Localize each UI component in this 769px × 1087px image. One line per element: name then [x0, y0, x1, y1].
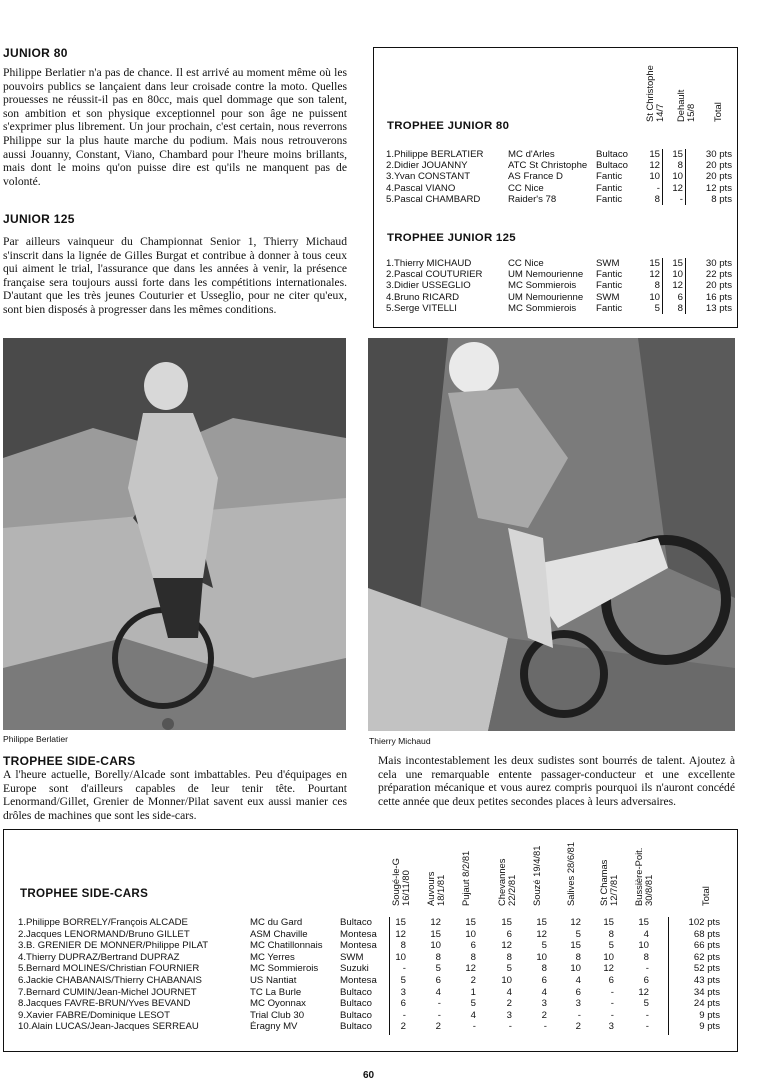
table-row: [384, 171, 734, 182]
bike-brand: Montesa: [340, 940, 377, 952]
bike-brand: Bultaco: [340, 1021, 372, 1033]
junior80-heading: JUNIOR 80: [3, 46, 68, 60]
club-name: Raider's 78: [508, 193, 557, 205]
total-points: 43 pts: [693, 975, 720, 986]
total-points: 62 pts: [693, 951, 720, 963]
round-score: 5: [470, 998, 476, 1010]
table-row: [384, 258, 734, 269]
club-name: MC Chatillonnais: [250, 940, 323, 952]
round-score: 10: [536, 951, 547, 963]
score-dehault: 8: [663, 160, 686, 171]
round-score: -: [610, 986, 614, 998]
round-score: 4: [506, 986, 512, 998]
round-score: 2: [506, 998, 512, 1010]
round-score: 5: [575, 928, 581, 940]
round-score: 15: [536, 917, 547, 928]
table-row: [384, 183, 734, 194]
sidecar-col-header: Sougé-le-G 16/11/80: [390, 858, 411, 906]
rider-name: 2.Pascal COUTURIER: [386, 269, 483, 281]
table-row: [4, 1021, 737, 1033]
round-score: 12: [536, 928, 547, 940]
table-row: [4, 963, 737, 975]
sidecar-trophy-box: [3, 829, 738, 1052]
round-score: 8: [608, 928, 614, 940]
sidecar-col-header: Total: [700, 886, 711, 906]
score-st-christophe: 15: [649, 149, 660, 160]
rider-name: 3.Didier USSEGLIO: [386, 280, 471, 292]
crew-name: 1.Philippe BORRELY/François ALCADE: [18, 917, 188, 928]
round-score: 15: [638, 917, 649, 928]
caption-right: Thierry Michaud: [369, 736, 431, 746]
score-dehault: 6: [663, 292, 686, 303]
bike-brand: Bultaco: [340, 917, 372, 928]
club-name: MC Sommierois: [508, 280, 577, 292]
club-name: AS France D: [508, 171, 563, 183]
club-name: MC Sommierois: [508, 302, 577, 314]
round-score: 4: [470, 1009, 476, 1021]
round-score: 3: [575, 998, 581, 1010]
total-points: 34 pts: [693, 986, 720, 998]
trophy-junior80-table: [384, 149, 734, 205]
total-points: 20 pts: [686, 160, 735, 171]
round-score: -: [508, 1021, 512, 1033]
club-name: CC Nice: [508, 258, 544, 269]
table-row: [4, 917, 737, 929]
club-name: MC Sommierois: [250, 963, 319, 975]
round-score: 2: [435, 1021, 441, 1033]
total-points: 16 pts: [686, 292, 735, 303]
club-name: UM Nemourienne: [508, 291, 584, 303]
round-score: 15: [395, 917, 406, 928]
round-score: 2: [470, 975, 476, 986]
round-score: 4: [643, 928, 649, 940]
round-score: -: [610, 998, 614, 1010]
sidecar-col-header: Auvours 18/1/81: [425, 871, 446, 906]
table-row: [384, 292, 734, 303]
round-score: 10: [603, 951, 614, 963]
total-points: 13 pts: [686, 303, 735, 314]
club-name: TC La Burle: [250, 986, 302, 998]
total-points: 9 pts: [699, 1009, 720, 1021]
club-name: UM Nemourienne: [508, 269, 584, 281]
round-score: 5: [643, 998, 649, 1010]
rider-name: 3.Yvan CONSTANT: [386, 171, 471, 183]
trophy-junior125-title: TROPHEE JUNIOR 125: [387, 232, 516, 244]
score-dehault: 8: [663, 303, 686, 314]
total-points: 20 pts: [686, 280, 735, 291]
club-name: MC Yerres: [250, 951, 295, 963]
round-score: 10: [570, 963, 581, 975]
round-score: -: [543, 1021, 547, 1033]
round-score: 6: [541, 975, 547, 986]
sidecars-paragraph-right: Mais incontestablement les deux sudistes sont bourrés de talent. Ajoutez à cela une remarquable entente passager-conducteur et une excellente préparation mécanique et vous aurez compris pourquoi ils n'auront concédé cette année que deux petites secondes places à leurs adversaires.: [378, 754, 735, 808]
bike-brand: Fantic: [596, 182, 623, 194]
junior-trophy-box: [373, 47, 738, 328]
round-score: 5: [541, 940, 547, 952]
photo-berlatier-image: [3, 338, 346, 730]
round-score: 12: [465, 963, 476, 975]
crew-name: 9.Xavier FABRE/Dominique LESOT: [18, 1009, 170, 1021]
sidecar-col-header: St Chamas 12/7/81: [598, 859, 619, 906]
round-score: 6: [435, 975, 441, 986]
bike-brand: Montesa: [340, 975, 377, 986]
round-score: -: [472, 1021, 476, 1033]
sidecar-col-header: Salives 28/6/81: [565, 841, 576, 906]
round-score: 8: [506, 951, 512, 963]
crew-name: 4.Thierry DUPRAZ/Bertrand DUPRAZ: [18, 951, 180, 963]
table-row: [4, 987, 737, 999]
score-st-christophe: -: [656, 182, 660, 194]
round-score: 5: [608, 940, 614, 952]
club-name: Trial Club 30: [250, 1009, 305, 1021]
round-score: 12: [395, 928, 406, 940]
total-points: 20 pts: [686, 171, 735, 182]
round-score: 8: [541, 963, 547, 975]
round-score: -: [645, 1021, 649, 1033]
photo-michaud-image: [368, 338, 735, 731]
total-points: 8 pts: [686, 194, 735, 205]
caption-left: Philippe Berlatier: [3, 734, 68, 744]
score-st-christophe: 12: [649, 160, 660, 172]
round-score: 10: [638, 940, 649, 952]
table-row: [4, 998, 737, 1010]
round-score: 3: [400, 986, 406, 998]
sidecar-col-header: Chevannes 22/2/81: [496, 858, 517, 906]
round-score: -: [437, 998, 441, 1010]
bike-brand: SWM: [596, 291, 620, 303]
bike-brand: Bultaco: [340, 986, 372, 998]
round-score: 2: [541, 1009, 547, 1021]
round-score: 8: [575, 951, 581, 963]
table-row: [4, 975, 737, 987]
sidecar-col-header: Bussière-Poit. 30/8/81: [633, 847, 654, 906]
round-score: -: [645, 963, 649, 975]
total-points: 68 pts: [693, 928, 720, 940]
club-name: MC Oyonnax: [250, 998, 306, 1010]
round-score: 10: [501, 975, 512, 986]
round-score: 2: [400, 1021, 406, 1033]
round-score: 10: [430, 940, 441, 952]
col-header-dehault: Dehault 15/8: [675, 89, 696, 122]
score-dehault: 15: [663, 149, 686, 160]
round-score: 5: [506, 963, 512, 975]
bike-brand: Fantic: [596, 193, 623, 205]
round-score: -: [610, 1009, 614, 1021]
score-dehault: 12: [663, 280, 686, 291]
total-points: 52 pts: [693, 963, 720, 975]
total-points: 30 pts: [686, 258, 735, 269]
sidecars-heading: TROPHEE SIDE-CARS: [3, 754, 136, 768]
round-score: 12: [501, 940, 512, 952]
rider-name: 4.Bruno RICARD: [386, 291, 460, 303]
round-score: 15: [465, 917, 476, 928]
bike-brand: Montesa: [340, 928, 377, 940]
col-header-total: Total: [712, 102, 723, 122]
table-row: [384, 280, 734, 291]
round-score: -: [577, 1009, 581, 1021]
table-divider: [389, 917, 390, 1035]
sidecars-paragraph-left: A l'heure actuelle, Borelly/Alcade sont imbattables. Peu d'équipages en Europe sont d'ailleurs capables de leur tenir tête. Pourtant Lenormand/Gillet, Grenier de Monner/Pilat savent eux aussi manier ces drôles de machines que sont les side-cars.: [3, 768, 347, 822]
score-st-christophe: 10: [649, 291, 660, 303]
photo-thierry-michaud: [368, 338, 735, 731]
round-score: 6: [608, 975, 614, 986]
table-row: [4, 1010, 737, 1022]
crew-name: 7.Bernard CUMIN/Jean-Michel JOURNET: [18, 986, 197, 998]
round-score: 6: [470, 940, 476, 952]
club-name: ATC St Christophe: [508, 160, 588, 172]
crew-name: 8.Jacques FAVRE-BRUN/Yves BEVAND: [18, 998, 191, 1010]
table-row: [384, 149, 734, 160]
round-score: 3: [608, 1021, 614, 1033]
round-score: 4: [575, 975, 581, 986]
rider-name: 4.Pascal VIANO: [386, 182, 456, 194]
round-score: 6: [400, 998, 406, 1010]
round-score: 12: [638, 986, 649, 998]
score-st-christophe: 10: [649, 171, 660, 183]
bike-brand: Fantic: [596, 171, 623, 183]
score-dehault: 10: [663, 171, 686, 182]
round-score: 5: [435, 963, 441, 975]
crew-name: 10.Alain LUCAS/Jean-Jacques SERREAU: [18, 1021, 199, 1033]
rider-name: 2.Didier JOUANNY: [386, 160, 468, 172]
rider-name: 5.Pascal CHAMBARD: [386, 193, 481, 205]
table-divider: [668, 917, 669, 1035]
photo-philippe-berlatier: [3, 338, 346, 730]
table-row: [384, 194, 734, 205]
bike-brand: Bultaco: [596, 149, 628, 160]
round-score: 8: [470, 951, 476, 963]
score-dehault: -: [663, 194, 686, 205]
score-st-christophe: 5: [654, 302, 660, 314]
trophy-junior125-table: [384, 258, 734, 314]
bike-brand: Fantic: [596, 302, 623, 314]
total-points: 9 pts: [699, 1021, 720, 1033]
sidecar-col-header: Pujaut 8/2/81: [460, 850, 471, 906]
club-name: MC d'Arles: [508, 149, 555, 160]
round-score: 5: [400, 975, 406, 986]
round-score: 4: [435, 986, 441, 998]
round-score: -: [437, 1009, 441, 1021]
club-name: Ėragny MV: [250, 1021, 298, 1033]
club-name: CC Nice: [508, 182, 544, 194]
bike-brand: SWM: [596, 258, 620, 269]
junior125-heading: JUNIOR 125: [3, 212, 75, 226]
bike-brand: Fantic: [596, 280, 623, 292]
crew-name: 6.Jackie CHABANAIS/Thierry CHABANAIS: [18, 975, 202, 986]
round-score: -: [402, 963, 406, 975]
rider-name: 1.Thierry MICHAUD: [386, 258, 472, 269]
round-score: 6: [506, 928, 512, 940]
score-st-christophe: 8: [654, 280, 660, 292]
round-score: 10: [465, 928, 476, 940]
round-score: 6: [575, 986, 581, 998]
total-points: 24 pts: [693, 998, 720, 1010]
score-st-christophe: 15: [649, 258, 660, 269]
table-row: [4, 929, 737, 941]
round-score: 12: [603, 963, 614, 975]
bike-brand: Suzuki: [340, 963, 369, 975]
total-points: 102 pts: [688, 917, 720, 928]
total-points: 30 pts: [686, 149, 735, 160]
club-name: US Nantiat: [250, 975, 297, 986]
round-score: 6: [643, 975, 649, 986]
round-score: 4: [541, 986, 547, 998]
score-st-christophe: 12: [649, 269, 660, 281]
score-dehault: 15: [663, 258, 686, 269]
round-score: 8: [435, 951, 441, 963]
bike-brand: SWM: [340, 951, 364, 963]
trophy-junior80-title: TROPHEE JUNIOR 80: [387, 120, 510, 132]
table-row: [4, 952, 737, 964]
crew-name: 3.B. GRENIER DE MONNER/Philippe PILAT: [18, 940, 209, 952]
junior125-paragraph: Par ailleurs vainqueur du Championnat Senior 1, Thierry Michaud s'inscrit dans la lignée de Gilles Burgat et contribue à donner à tous ceux qui aiment le trial, l'assurance que dans les années à venir, la présence française sera toujours aussi forte dans les compétitions internationales. D'autant que les très jeunes Couturier et Usseglio, pour ne citer qu'eux, sont bien disposés à progresser dans les mêmes conditions.: [3, 235, 347, 316]
total-points: 12 pts: [686, 183, 735, 194]
score-dehault: 10: [663, 269, 686, 280]
round-score: 2: [575, 1021, 581, 1033]
crew-name: 5.Bernard MOLINES/Christian FOURNIER: [18, 963, 200, 975]
total-points: 66 pts: [693, 940, 720, 952]
round-score: 1: [470, 986, 476, 998]
junior80-paragraph: Philippe Berlatier n'a pas de chance. Il est arrivé au moment même où les pouvoirs publics se lançaient dans leur croisade contre la moto. Quelles prouesses ne réussit-il pas en 80cc, mais quel dommage que son talent, son ambition et son physique exceptionnel pour son âge ne puissent s'exprimer plus librement. Un jour prochain, c'est certain, nous reverrons Philippe sur la plus haute marche du podium. Mais nous retrouverons aussi Jouanny, Constant, Viano, Chambard pour l'heure moins brillants, mais dont le moins qu'on puisse dire est qu'ils ne manquent pas de volonté.: [3, 66, 347, 188]
page-number: 60: [363, 1070, 375, 1081]
round-score: 8: [643, 951, 649, 963]
round-score: 3: [506, 1009, 512, 1021]
crew-name: 2.Jacques LENORMAND/Bruno GILLET: [18, 928, 190, 940]
col-header-st-christophe: St Christophe 14/7: [644, 65, 665, 122]
round-score: 15: [430, 928, 441, 940]
table-row: [384, 269, 734, 280]
round-score: 15: [501, 917, 512, 928]
bike-brand: Bultaco: [340, 998, 372, 1010]
bike-brand: Bultaco: [340, 1009, 372, 1021]
rider-name: 1.Philippe BERLATIER: [386, 149, 484, 160]
round-score: 10: [395, 951, 406, 963]
club-name: MC du Gard: [250, 917, 303, 928]
round-score: -: [645, 1009, 649, 1021]
sidecar-table: [4, 917, 737, 1049]
bike-brand: Bultaco: [596, 160, 628, 172]
round-score: 15: [603, 917, 614, 928]
round-score: 8: [400, 940, 406, 952]
bike-brand: Fantic: [596, 269, 623, 281]
round-score: 3: [541, 998, 547, 1010]
club-name: ASM Chaville: [250, 928, 308, 940]
score-st-christophe: 8: [654, 193, 660, 205]
round-score: 12: [570, 917, 581, 928]
table-row: [4, 940, 737, 952]
score-dehault: 12: [663, 183, 686, 194]
total-points: 22 pts: [686, 269, 735, 280]
round-score: 15: [570, 940, 581, 952]
sidecar-trophy-title: TROPHEE SIDE-CARS: [20, 887, 149, 900]
rider-name: 5.Serge VITELLI: [386, 302, 457, 314]
round-score: -: [402, 1009, 406, 1021]
table-row: [384, 160, 734, 171]
table-row: [384, 303, 734, 314]
sidecar-col-header: Souzé 19/4/81: [531, 845, 542, 906]
round-score: 12: [430, 917, 441, 928]
